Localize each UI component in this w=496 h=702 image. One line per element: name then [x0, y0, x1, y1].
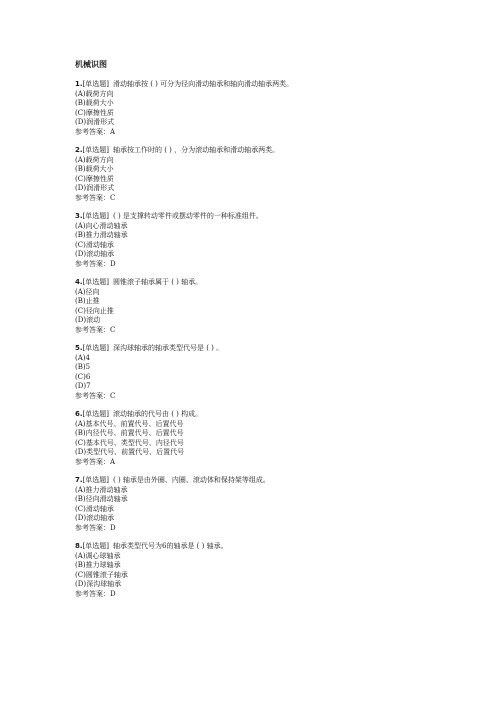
question-item	[75, 344, 435, 401]
question-stem: 深沟球轴承的轴承类型代号是 ( ) 。	[113, 344, 224, 352]
question-option: (C)摩擦性质	[75, 108, 114, 117]
question-stem-line	[75, 80, 435, 90]
question-option: (B)5	[75, 363, 91, 371]
question-stem-line	[75, 212, 435, 222]
question-option: (B)推力球轴承	[75, 561, 121, 569]
question-item	[75, 146, 435, 203]
question-option: (D)深沟球轴承	[75, 580, 122, 588]
question-item	[75, 80, 435, 137]
answer-label: 参考答案：	[75, 325, 110, 334]
question-option: (D)7	[75, 382, 91, 390]
answer-label: 参考答案：	[75, 391, 110, 400]
question-stem: 滚动轴承的代号由 ( ) 构成。	[113, 410, 203, 418]
question-option: (A)推力滑动轴承	[75, 485, 128, 494]
question-stem-line	[75, 542, 435, 552]
question-type: [单选题]	[82, 146, 109, 154]
question-option: (B)径向滑动轴承	[75, 495, 128, 503]
question-option: (C)圆锥滚子轴承	[75, 570, 128, 579]
answer-value: A	[110, 127, 116, 136]
answer-label: 参考答案：	[75, 523, 110, 532]
question-option: (D)滚动轴承	[75, 250, 115, 258]
answer-line	[75, 260, 435, 270]
question-stem: 轴承类型代号为6的轴承是 ( ) 轴承。	[113, 542, 228, 550]
question-option: (A)基本代号、前置代号、后置代号	[75, 419, 184, 428]
answer-value: D	[110, 589, 116, 598]
question-option: (D)类型代号、前置代号、后置代号	[75, 448, 185, 456]
question-option: (C)滑动轴承	[75, 240, 114, 249]
question-stem-line	[75, 344, 435, 354]
question-option: (A)4	[75, 353, 90, 362]
question-option: (C)径向止推	[75, 306, 114, 315]
question-type: [单选题]	[82, 212, 109, 220]
question-option: (D)滚动	[75, 316, 101, 324]
question-stem-line	[75, 476, 435, 486]
document-page	[75, 60, 435, 608]
question-option: (C)基本代号、类型代号、内径代号	[75, 438, 184, 447]
question-number: 6.	[75, 410, 83, 418]
question-type: [单选题]	[82, 410, 109, 418]
question-stem: ( ) 是支撑转动零件或摆动零件的一种标准组件。	[113, 212, 263, 220]
question-item	[75, 476, 435, 533]
question-stem-line	[75, 278, 435, 288]
question-number: 5.	[75, 344, 83, 352]
question-stem: ( ) 轴承是由外圈、内圈、滚动体和保持架等组成。	[113, 476, 270, 484]
question-option: (A)载荷方向	[75, 89, 114, 98]
question-type: [单选题]	[82, 278, 109, 286]
answer-label: 参考答案：	[75, 193, 110, 202]
question-number: 8.	[75, 542, 83, 550]
answer-line	[75, 128, 435, 138]
document-title: 机械识图	[75, 60, 107, 69]
question-stem: 圆锥滚子轴承属于 ( ) 轴承。	[113, 278, 203, 286]
question-type: [单选题]	[82, 344, 109, 352]
question-option: (C)摩擦性质	[75, 174, 114, 183]
answer-line	[75, 458, 435, 468]
question-item	[75, 410, 435, 467]
question-stem-line	[75, 146, 435, 156]
question-option: (D)润滑形式	[75, 118, 115, 126]
question-number: 3.	[75, 212, 83, 220]
answer-value: C	[110, 391, 116, 400]
question-option: (A)径向	[75, 287, 100, 296]
answer-label: 参考答案：	[75, 589, 110, 598]
answer-value: D	[110, 259, 116, 268]
answer-value: D	[110, 523, 116, 532]
answer-line	[75, 326, 435, 336]
question-option: (B)载荷大小	[75, 165, 114, 173]
answer-value: C	[110, 325, 116, 334]
question-stem: 轴承按工作时的 ( ) ，分为滚动轴承和滑动轴承两类。	[113, 146, 280, 154]
question-option: (A)调心球轴承	[75, 551, 121, 560]
question-item	[75, 542, 435, 599]
question-type: [单选题]	[82, 476, 109, 484]
question-list	[75, 80, 435, 599]
question-number: 1.	[75, 80, 83, 88]
question-option: (C)滑动轴承	[75, 504, 114, 513]
question-stem-line	[75, 410, 435, 420]
question-option: (A)载荷方向	[75, 155, 114, 164]
question-type: [单选题]	[82, 542, 109, 550]
question-option: (D)润滑形式	[75, 184, 115, 192]
answer-label: 参考答案：	[75, 457, 110, 466]
answer-value: C	[110, 193, 116, 202]
question-option: (B)止推	[75, 297, 100, 305]
answer-line	[75, 524, 435, 534]
question-item	[75, 278, 435, 335]
answer-label: 参考答案：	[75, 127, 110, 136]
question-item	[75, 212, 435, 269]
question-number: 4.	[75, 278, 83, 286]
question-stem: 滑动轴承按 ( ) 可分为径向滑动轴承和轴向滑动轴承两类。	[113, 80, 294, 88]
question-option: (B)推力滑动轴承	[75, 231, 128, 239]
answer-label: 参考答案：	[75, 259, 110, 268]
question-option: (C)6	[75, 372, 91, 381]
answer-line	[75, 194, 435, 204]
question-option: (B)内径代号、前置代号、后置代号	[75, 429, 184, 437]
answer-value: A	[110, 457, 116, 466]
answer-line	[75, 590, 435, 600]
question-option: (D)滚动轴承	[75, 514, 115, 522]
question-option: (B)载荷大小	[75, 99, 114, 107]
question-type: [单选题]	[82, 80, 109, 88]
question-number: 2.	[75, 146, 83, 154]
question-number: 7.	[75, 476, 83, 484]
answer-line	[75, 392, 435, 402]
question-option: (A)向心滑动轴承	[75, 221, 128, 230]
